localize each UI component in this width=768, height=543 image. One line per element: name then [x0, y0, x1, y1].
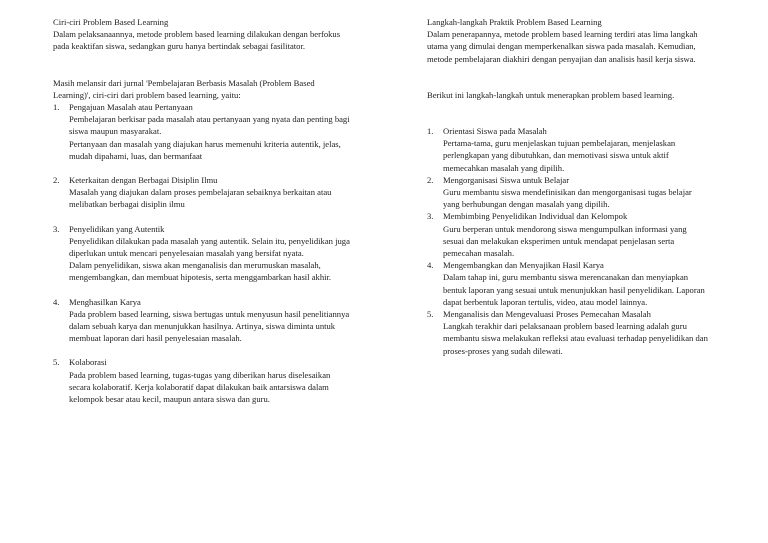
- list-item: [53, 174, 351, 211]
- item-body: Pada problem based learning, tugas-tugas yang diberikan harus diselesaikan secara kolaboratif. Kerja kolaboratif dapat dilakukan baik antarsiswa dalam kelompok besar atau kecil, maupun antara siswa dan guru.: [69, 369, 331, 405]
- list-item: [53, 296, 351, 345]
- item-body: Dalam tahap ini, guru membantu siswa merencanakan dan menyiapkan bentuk laporan yang sesuai untuk menunjukkan hasil penyelidikan. Laporan dapat berbentuk laporan tertulis, video, atau model lainnya.: [443, 272, 705, 307]
- item-body: Guru membantu siswa mendefinisikan dan mengorganisasi tugas belajar yang berhubungan dengan masalah yang dipilih.: [443, 187, 692, 210]
- item-number: 1.: [53, 102, 60, 113]
- list-item: [427, 308, 709, 357]
- item-title: Keterkaitan dengan Berbagai Disiplin Ilmu: [69, 175, 218, 186]
- item-title: Kolaborasi: [69, 357, 107, 368]
- list-item: [53, 223, 351, 284]
- item-title: Mengorganisasi Siswa untuk Belajar: [443, 174, 570, 185]
- item-number: 5.: [53, 357, 60, 368]
- item-title: Mengembangkan dan Menyajikan Hasil Karya: [443, 260, 604, 271]
- item-body: Langkah terakhir dari pelaksanaan problem based learning adalah guru membantu siswa melakukan refleksi atau evaluasi terhadap penyelidikan dan proses-proses yang sudah dilewati.: [443, 321, 708, 356]
- left-list: [53, 101, 351, 405]
- list-item: [53, 356, 351, 405]
- item-title: Menghasilkan Karya: [69, 296, 141, 307]
- right-list: [427, 125, 709, 357]
- right-column: [427, 16, 709, 357]
- item-number: 2.: [53, 175, 60, 186]
- item-title: Pengajuan Masalah atau Pertanyaan: [69, 102, 193, 113]
- left-intro: Dalam pelaksanaannya, metode problem based learning dilakukan dengan berfokus pada keaktifan siswa, sedangkan guru hanya bertindak sebagai fasilitator.: [53, 29, 341, 52]
- item-body: Masalah yang diajukan dalam proses pembelajaran sebaiknya berkaitan atau melibatkan berbagai disiplin ilmu: [69, 187, 332, 210]
- item-number: 5.: [427, 309, 434, 320]
- list-item: [53, 101, 351, 162]
- item-body: Pembelajaran berkisar pada masalah atau pertanyaan yang nyata dan penting bagi siswa maupun masyarakat.: [69, 114, 350, 137]
- item-title: Penyelidikan yang Autentik: [69, 223, 165, 234]
- left-column: [53, 16, 351, 417]
- item-body-2: Pertanyaan dan masalah yang diajukan harus memenuhi kriteria autentik, jelas, mudah dipahami, luas, dan bermanfaat: [69, 138, 341, 161]
- left-lead: Masih melansir dari jurnal 'Pembelajaran Berbasis Masalah (Problem Based Learning)', ciri-ciri dari problem based learning, yaitu:: [53, 77, 315, 100]
- item-title: Membimbing Penyelidikan Individual dan Kelompok: [443, 211, 628, 222]
- right-intro: Dalam penerapannya, metode problem based learning terdiri atas lima langkah utama yang dimulai dengan memperkenalkan siswa pada masalah. Kemudian, metode pembelajaran diakhiri dengan penyajian dan analisis hasil kerja siswa.: [427, 29, 698, 64]
- list-item: [427, 174, 709, 211]
- list-item: [427, 125, 709, 174]
- item-number: 2.: [427, 174, 434, 185]
- list-item: [427, 210, 709, 259]
- left-heading: Ciri-ciri Problem Based Learning: [53, 17, 169, 27]
- item-title: Menganalisis dan Mengevaluasi Proses Pemecahan Masalah: [443, 309, 651, 320]
- right-lead: Berikut ini langkah-langkah untuk menerapkan problem based learning.: [427, 89, 675, 100]
- item-body: Pada problem based learning, siswa bertugas untuk menyusun hasil penelitiannya dalam sebuah karya dan menunjukkan hasilnya. Artinya, siswa diminta untuk membuat laporan dari hasil penyelesaian masalah.: [69, 308, 350, 344]
- item-title: Orientasi Siswa pada Masalah: [443, 126, 547, 137]
- item-body: Pertama-tama, guru menjelaskan tujuan pembelajaran, menjelaskan perlengkapan yang dibutuhkan, dan memotivasi siswa untuk aktif memecahkan masalah yang dipilih.: [443, 138, 676, 173]
- item-body: Guru berperan untuk mendorong siswa mengumpulkan informasi yang sesuai dan melakukan eksperimen untuk mendapat penjelasan serta pemecahan masalah.: [443, 223, 687, 259]
- item-number: 3.: [427, 211, 434, 222]
- item-number: 4.: [427, 260, 434, 271]
- right-heading: Langkah-langkah Praktik Problem Based Learning: [427, 17, 602, 27]
- item-number: 3.: [53, 223, 60, 234]
- item-body-2: Dalam penyelidikan, siswa akan menganalisis dan merumuskan masalah, mengembangkan, dan membuat hipotesis, serta menggambarkan hasil akhir.: [69, 260, 332, 283]
- item-number: 4.: [53, 296, 60, 307]
- list-item: [427, 259, 709, 308]
- item-number: 1.: [427, 126, 434, 137]
- item-body: Penyelidikan dilakukan pada masalah yang autentik. Selain itu, penyelidikan juga diperlukan untuk mencari penyelesaian masalah yang bersifat nyata.: [69, 235, 350, 259]
